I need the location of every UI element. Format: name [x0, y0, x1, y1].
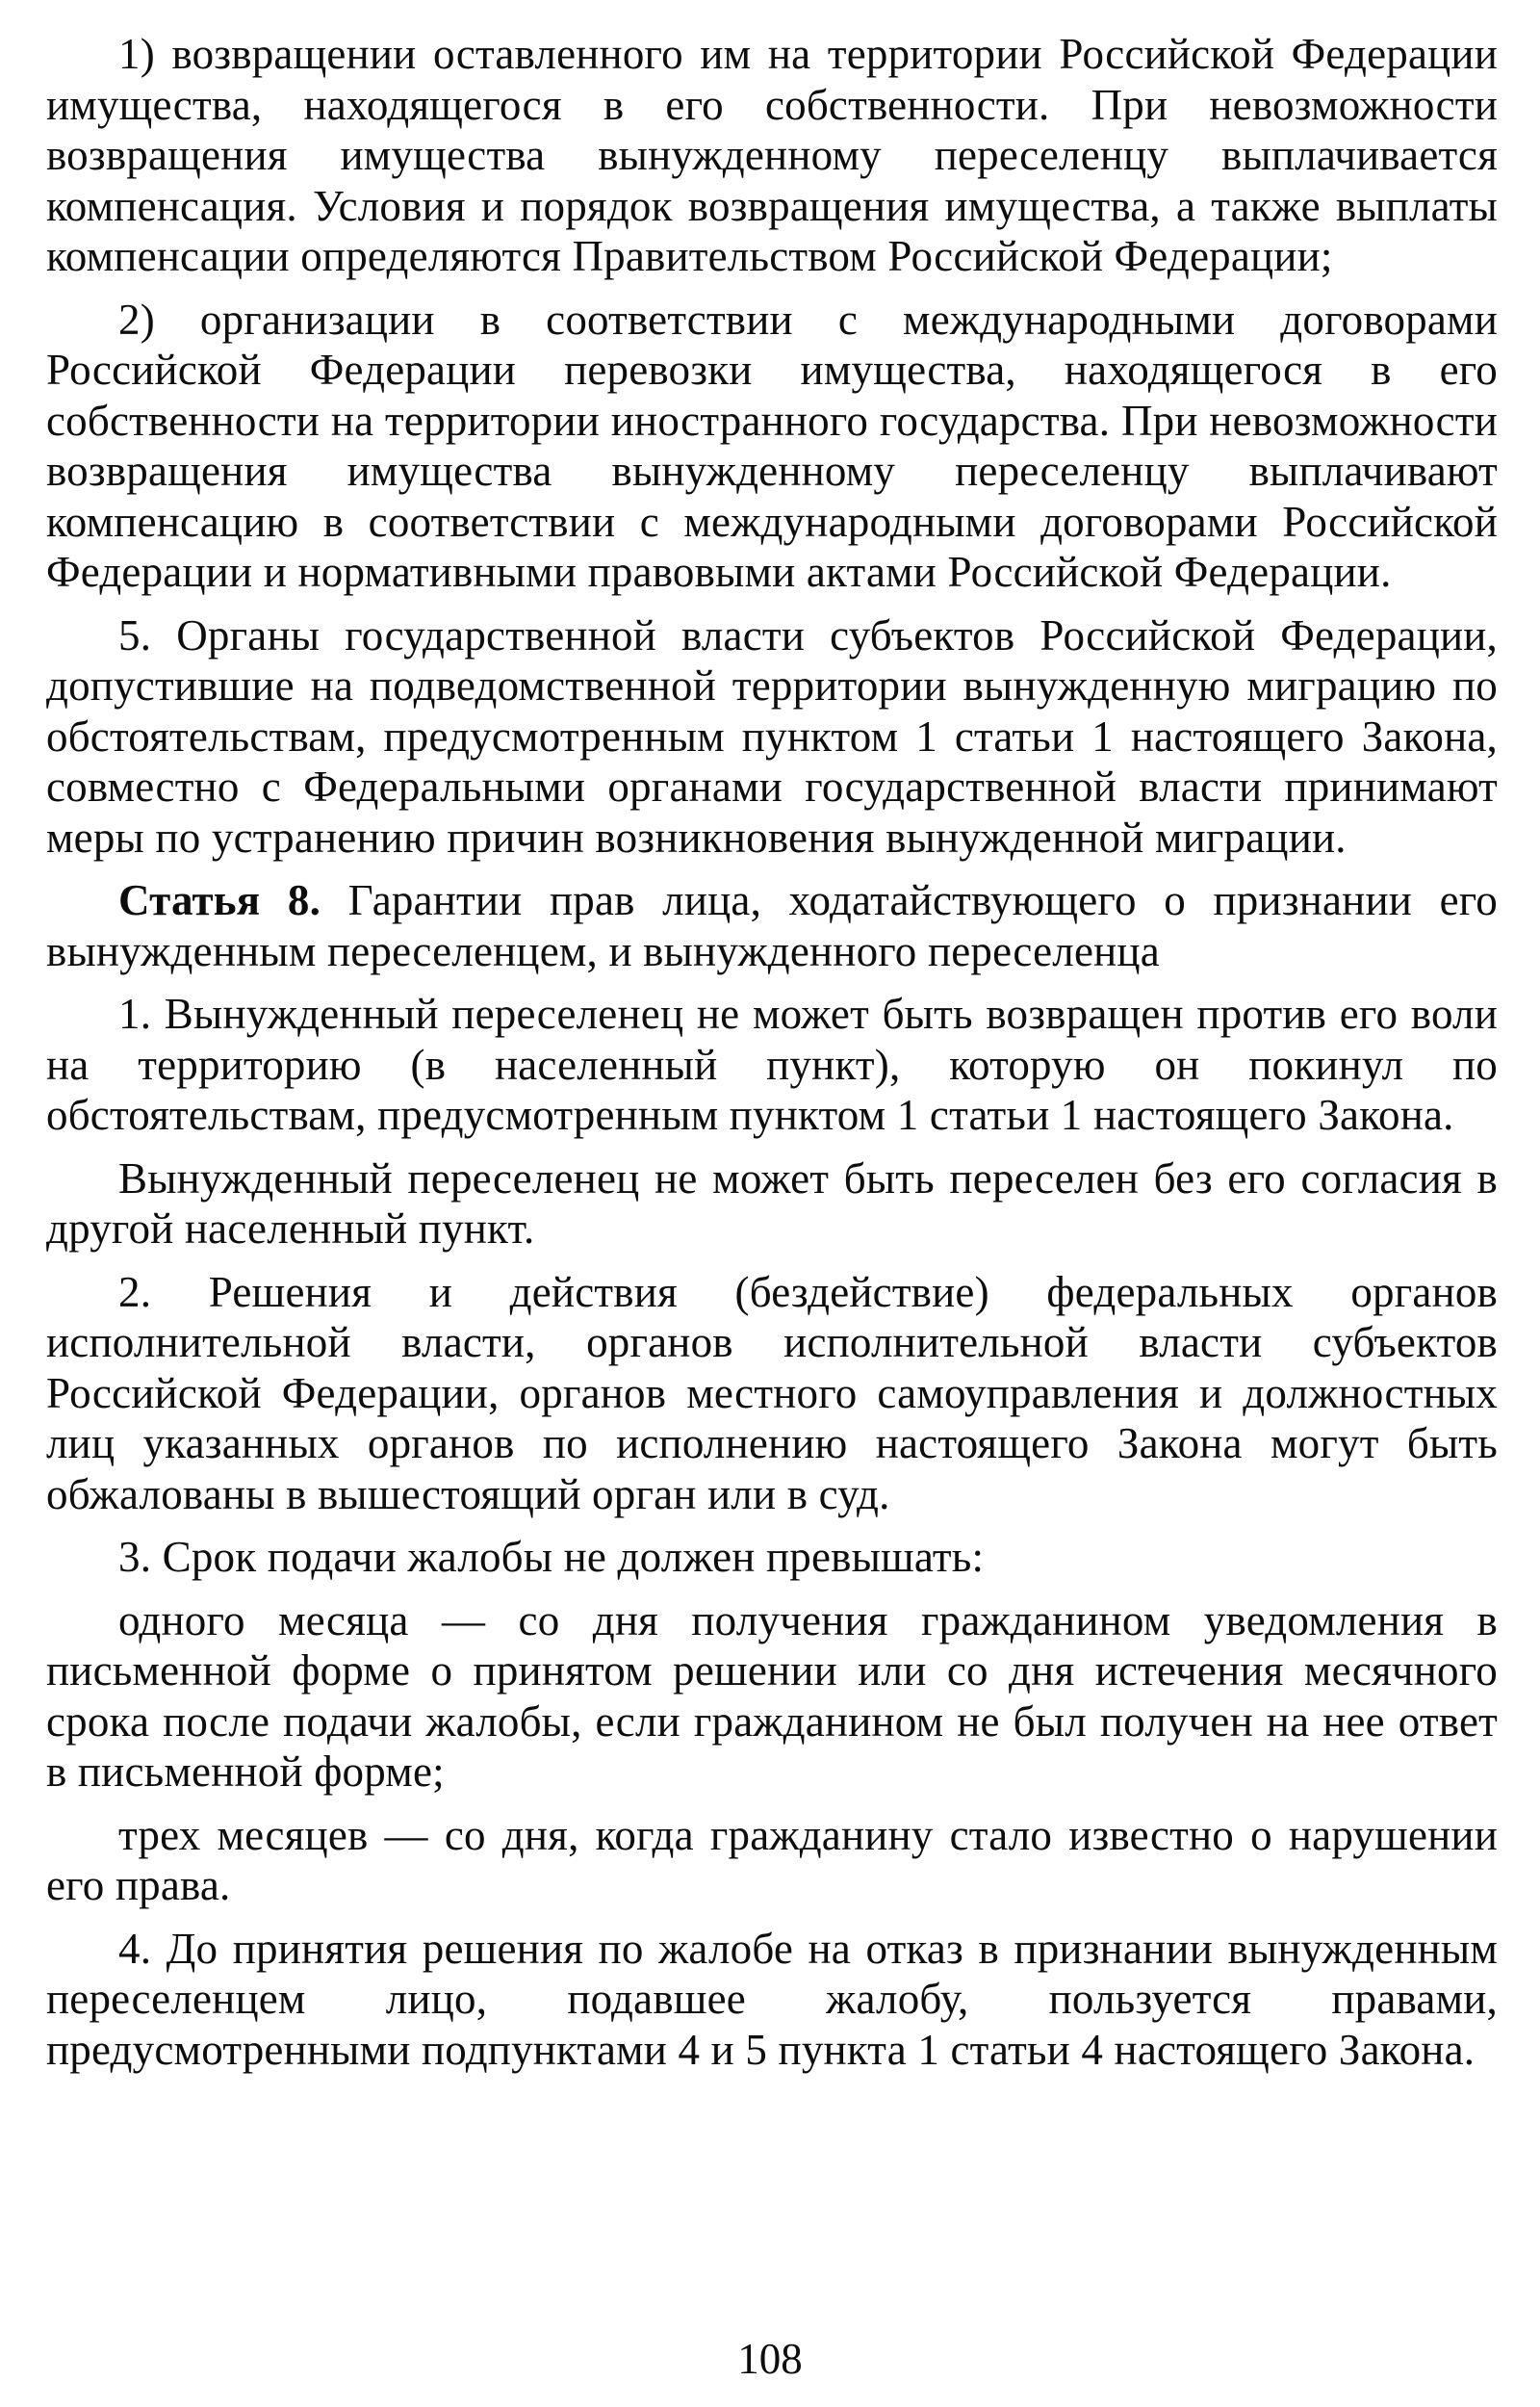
paragraph-rights-pending-decision: 4. До принятия решения по жалобе на отказ в признании вынужденным переселенцем лицо, подавшее жалобу, пользуется правами, предусмотренными подпунктами 4 и 5 пункта 1 статьи 4 настоящего Закона. — [46, 1924, 1498, 2074]
paragraph-no-relocation-without-consent: Вынужденный переселенец не может быть переселен без его согласия в другой населенный пункт. — [46, 1153, 1498, 1253]
paragraph-one-month-term: одного месяца — со дня получения гражданином уведомления в письменной форме о принятом решении или со дня истечения месячного срока после подачи жалобы, если гражданином не был получен на нее ответ в письменной форме; — [46, 1595, 1498, 1796]
paragraph-property-transport: 2) организации в соответствии с международными договорами Российской Федерации перевозки имущества, находящегося в его собственности на территории иностранного государства. При невозможности возвращения имущества вынужденному переселенцу выплачивают компенсацию в соответствии с международными договорами Российской Федерации и нормативными правовыми актами Российской Федерации. — [46, 295, 1498, 596]
paragraph-three-month-term: трех месяцев — со дня, когда гражданину стало известно о нарушении его права. — [46, 1810, 1498, 1909]
document-page — [46, 29, 1498, 2075]
paragraph-authorities-measures: 5. Органы государственной власти субъектов Российской Федерации, допустившие на подведомственной территории вынужденную миграцию по обстоятельствам, предусмотренным пунктом 1 статьи 1 настоящего Закона, совместно с Федеральными органами государственной власти принимают меры по устранению причин возникновения вынужденной миграции. — [46, 610, 1498, 862]
article-8-heading — [46, 875, 1498, 976]
paragraph-no-forced-return: 1. Вынужденный переселенец не может быть возвращен против его воли на территорию (в населенный пункт), которую он покинул по обстоятельствам, предусмотренным пунктом 1 статьи 1 настоящего Закона. — [46, 990, 1498, 1139]
paragraph-appeal-right: 2. Решения и действия (бездействие) федеральных органов исполнительной власти, органов исполнительной власти субъектов Российской Федерации, органов местного самоуправления и должностных лиц указанных органов по исполнению настоящего Закона могут быть обжалованы в вышестоящий орган или в суд. — [46, 1267, 1498, 1518]
article-8-title: Гарантии прав лица, ходатайствующего о признании его вынужденным переселенцем, и вынужденного переселенца — [46, 876, 1498, 975]
page-number: 108 — [737, 2335, 803, 2383]
paragraph-property-return: 1) возвращении оставленного им на территории Российской Федерации имущества, находящегося в его собственности. При невозможности возвращения имущества вынужденному переселенцу выплачивается компенсация. Условия и порядок возвращения имущества, а также выплаты компенсации определяются Правительством Российской Федерации; — [46, 30, 1498, 280]
article-8-label: Статья 8. — [118, 876, 321, 924]
paragraph-complaint-deadline: 3. Срок подачи жалобы не должен превышать: — [118, 1533, 985, 1581]
